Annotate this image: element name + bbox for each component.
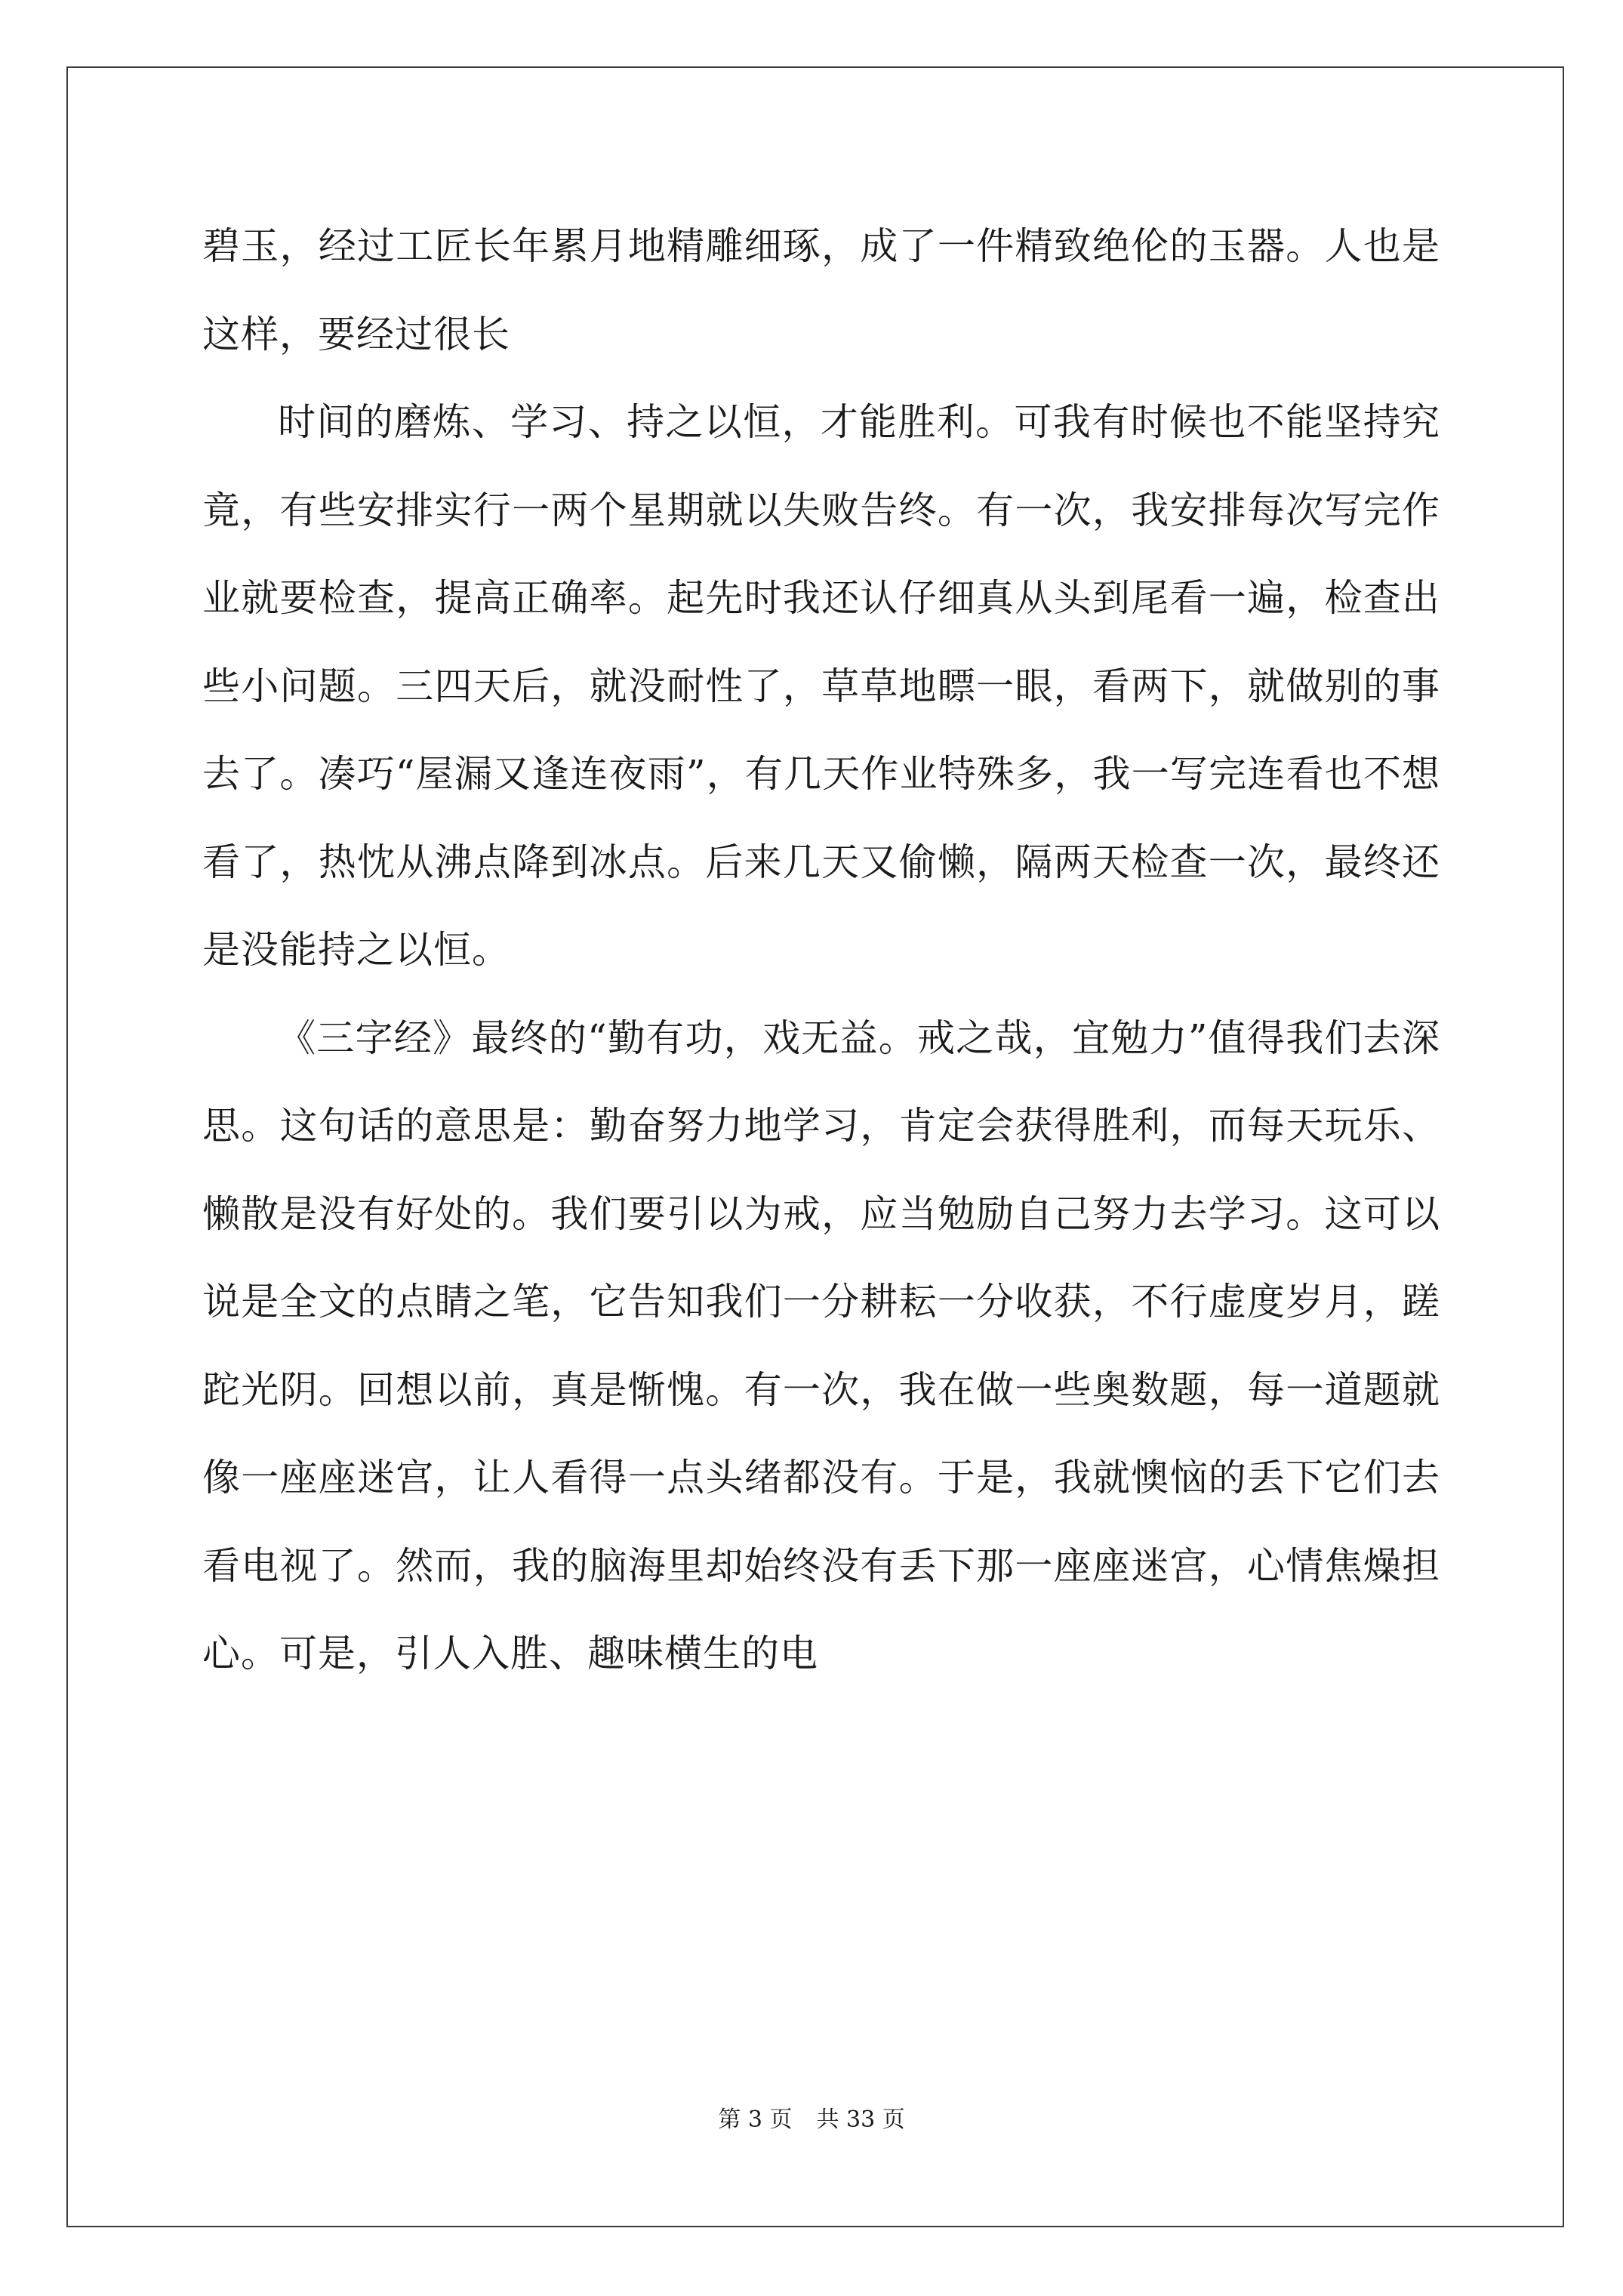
page-total: 共 33 页 (816, 2106, 905, 2133)
page-footer (0, 2105, 1623, 2135)
page-number: 第 3 页 (718, 2106, 793, 2133)
paragraph-2: 时间的磨炼、学习、持之以恒，才能胜利。可我有时候也不能坚持究竟，有些安排实行一两个星期就以失败告终。有一次，我安排每次写完作业就要检查，提高正确率。起先时我还认仔细真从头到尾看一遍，检查出些小问题。三四天后，就没耐性了，草草地瞟一眼，看两下，就做别的事去了。凑巧“屋漏又逢连夜雨”，有几天作业特殊多，我一写完连看也不想看了，热忱从沸点降到冰点。后来几天又偷懒，隔两天检查一次，最终还是没能持之以恒。 (202, 400, 1440, 972)
document-body (202, 202, 1440, 1698)
paragraph-1: 碧玉，经过工匠长年累月地精雕细琢，成了一件精致绝伦的玉器。人也是这样，要经过很长 (202, 224, 1440, 356)
paragraph-3: 《三字经》最终的“勤有功，戏无益。戒之哉，宜勉力”值得我们去深思。这句话的意思是：勤奋努力地学习，肯定会获得胜利，而每天玩乐、懒散是没有好处的。我们要引以为戒，应当勉励自己努力去学习。这可以说是全文的点睛之笔，它告知我们一分耕耘一分收获，不行虚度岁月，蹉跎光阴。回想以前，真是惭愧。有一次，我在做一些奥数题，每一道题就像一座座迷宫，让人看得一点头绪都没有。于是，我就懊恼的丢下它们去看电视了。然而，我的脑海里却始终没有丢下那一座座迷宫，心情焦燥担心。可是，引人入胜、趣味横生的电 (202, 1015, 1440, 1675)
